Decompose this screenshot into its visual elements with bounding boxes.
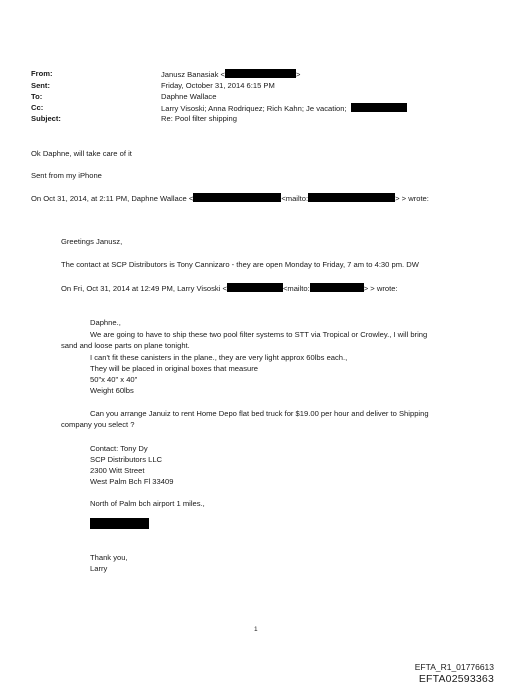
reply-line-1: Ok Daphne, will take care of it [31,149,132,158]
larry-thanks: Thank you, [90,553,128,562]
daphne-quote-mailto: <mailto: [282,284,310,293]
daphne-quote-prefix: On Fri, Oct 31, 2014 at 12:49 PM, Larry Visoski < [61,284,227,293]
larry-ask-2: company you select ? [61,420,135,429]
larry-line-2: sand and loose parts on plane tonight. [61,341,190,350]
contact-line-4: West Palm Bch Fl 33409 [90,477,174,486]
reply-line-2: Sent from my iPhone [31,171,102,180]
daphne-greeting: Greetings Janusz, [61,237,123,246]
redaction-block [227,283,283,292]
page-number: 1 [254,626,258,633]
reply-quote-mailto: <mailto: [281,194,309,203]
contact-line-2: SCP Distributors LLC [90,455,163,464]
reply-quote-prefix: On Oct 31, 2014, at 2:11 PM, Daphne Wallace < [31,194,194,203]
daphne-body: The contact at SCP Distributors is Tony Cannizaro - they are open Monday to Friday, 7 am to 4:30 pm. DW [61,260,419,269]
subject-value: Re: Pool filter shipping [161,114,237,123]
daphne-quote-suffix: > > wrote: [363,284,398,293]
larry-line-5: 50"x 40" x 40" [90,375,138,384]
reply-quote-suffix: > > wrote: [395,194,429,203]
efta-r1-id: EFTA_R1_01776613 [414,662,494,672]
sent-label: Sent: [31,81,50,90]
larry-line-4: They will be placed in original boxes that measure [90,364,258,373]
to-value: Daphne Wallace [161,92,217,101]
from-close: > [295,70,301,79]
redaction-block [90,518,149,529]
larry-line-3: I can't fit these canisters in the plane., they are very light approx 60lbs each., [90,353,348,362]
from-label: From: [31,69,53,78]
larry-line-6: Weight 60lbs [90,386,134,395]
cc-names: Larry Visoski; Anna Rodriquez; Rich Kahn; Je vacation; [161,104,347,113]
contact-line-3: 2300 Witt Street [90,466,145,475]
efta-id: EFTA02593363 [418,673,494,685]
from-name: Janusz Banasiak < [161,70,225,79]
contact-line-1: Contact: Tony Dy [90,444,148,453]
cc-label: Cc: [31,103,44,112]
daphne-quote-header [61,283,398,293]
subject-label: Subject: [31,114,61,123]
redaction-block [225,69,296,78]
to-label: To: [31,92,43,101]
cc-value [161,103,407,113]
larry-ask-1: Can you arrange Januiz to rent Home Depo flat bed truck for $19.00 per hour and deliver to Shipping [90,409,429,418]
redaction-block [351,103,407,112]
redaction-block [310,283,364,292]
redaction-block [308,193,395,202]
reply-quote-header [31,193,429,203]
redaction-block [193,193,281,202]
larry-line-1: We are going to have to ship these two pool filter systems to STT via Tropical or Crowley., I will bring [90,330,428,339]
larry-name: Larry [90,564,108,573]
sent-value: Friday, October 31, 2014 6:15 PM [161,81,275,90]
larry-north: North of Palm bch airport 1 miles., [90,499,205,508]
from-value [161,69,300,79]
larry-salutation: Daphne., [90,318,121,327]
